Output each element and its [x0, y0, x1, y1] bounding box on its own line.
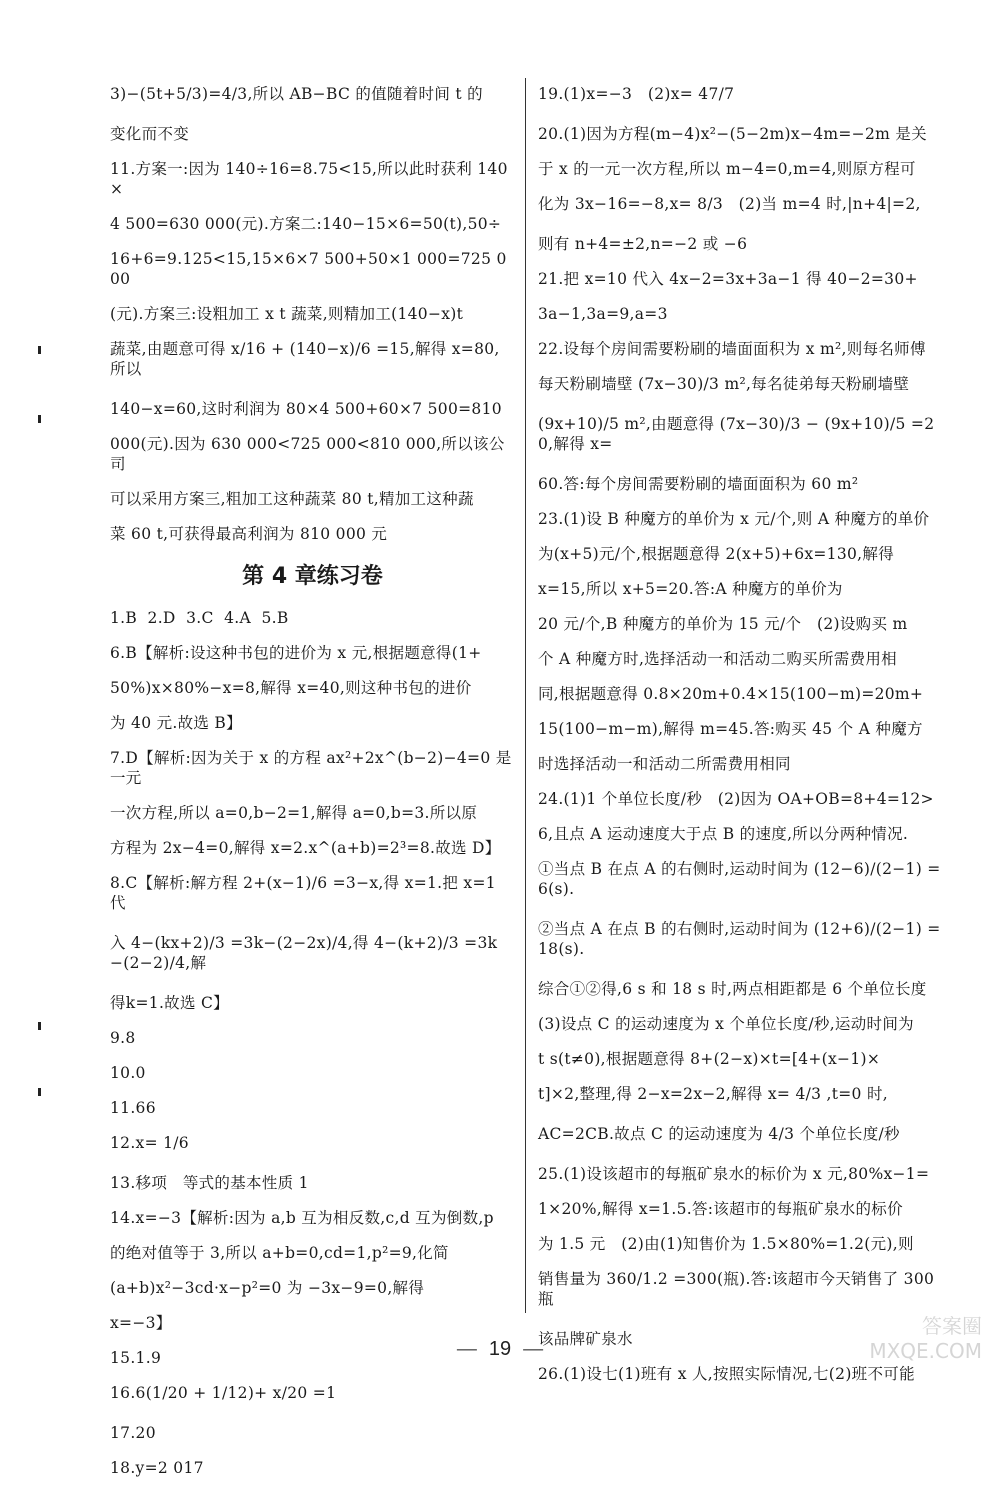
answer-line: 140−x=60,这时利润为 80×4 500+60×7 500=810 [110, 400, 502, 418]
answer-line: 6,且点 A 运动速度大于点 B 的速度,所以分两种情况. [538, 825, 909, 843]
margin-mark [38, 415, 41, 423]
answer-line: 得k=1.故选 C】 [110, 994, 229, 1012]
answer-line: 可以采用方案三,粗加工这种蔬菜 80 t,精加工这种蔬 [110, 490, 474, 508]
left-column [110, 78, 515, 1493]
answer-line: 16.6(1/20 + 1/12)+ x/20 =1 [110, 1384, 337, 1402]
answer-line: 每天粉刷墙壁 (7x−30)/3 m²,每名徒弟每天粉刷墙壁 [538, 375, 910, 393]
answer-line: x=15,所以 x+5=20.答:A 种魔方的单价为 [538, 580, 843, 598]
page-number: — 19 — [0, 1338, 1000, 1361]
answer-line: (元).方案三:设粗加工 x t 蔬菜,则精加工(140−x)t [110, 305, 464, 323]
answer-line: 蔬菜,由题意可得 x/16 + (140−x)/6 =15,解得 x=80,所以 [110, 340, 500, 378]
answer-line: 11.66 [110, 1099, 156, 1117]
answer-line: 方程为 2x−4=0,解得 x=2.x^(a+b)=2³=8.故选 D】 [110, 839, 501, 857]
answer-line: 9.8 [110, 1029, 136, 1047]
answer-line: 该品牌矿泉水 [538, 1330, 633, 1348]
answer-line: 13.移项 等式的基本性质 1 [110, 1174, 309, 1192]
answer-line: 为 1.5 元 (2)由(1)知售价为 1.5×80%=1.2(元),则 [538, 1235, 914, 1253]
answer-line: t s(t≠0),根据题意得 8+(2−x)×t=[4+(x−1)× [538, 1050, 881, 1068]
answer-line: 21.把 x=10 代入 4x−2=3x+3a−1 得 40−2=30+ [538, 270, 918, 288]
watermark-logo: 答案圈 MXQE.COM [869, 1314, 982, 1363]
left-answers-top [110, 84, 515, 544]
column-divider [525, 78, 526, 1313]
answer-line: 25.(1)设该超市的每瓶矿泉水的标价为 x 元,80%x−1= [538, 1165, 930, 1183]
answer-line: 7.D【解析:因为关于 x 的方程 ax²+2x^(b−2)−4=0 是一元 [110, 749, 512, 787]
answer-line: 个 A 种魔方时,选择活动一和活动二购买所需费用相 [538, 650, 897, 668]
answer-line: 菜 60 t,可获得最高利润为 810 000 元 [110, 525, 388, 543]
answer-line: ②当点 A 在点 B 的右侧时,运动时间为 (12+6)/(2−1) =18(s). [538, 920, 941, 958]
answer-line: ①当点 B 在点 A 的右侧时,运动时间为 (12−6)/(2−1) =6(s). [538, 860, 941, 898]
answer-line: 的绝对值等于 3,所以 a+b=0,cd=1,p²=9,化简 [110, 1244, 449, 1262]
answer-line: 4 500=630 000(元).方案二:140−15×6=50(t),50÷ [110, 215, 502, 233]
answer-line: 3a−1,3a=9,a=3 [538, 305, 668, 323]
answer-line: 1×20%,解得 x=1.5.答:该超市的每瓶矿泉水的标价 [538, 1200, 903, 1218]
answer-line: 1.B 2.D 3.C 4.A 5.B [110, 609, 289, 627]
answer-line: 3)−(5t+5/3)=4/3,所以 AB−BC 的值随着时间 t 的 [110, 85, 483, 103]
answer-line: 15(100−m−m),解得 m=45.答:购买 45 个 A 种魔方 [538, 720, 923, 738]
answer-line: 20.(1)因为方程(m−4)x²−(5−2m)x−4m=−2m 是关 [538, 125, 927, 143]
answer-line: 11.方案一:因为 140÷16=8.75<15,所以此时获利 140× [110, 160, 508, 198]
answer-line: 为(x+5)元/个,根据题意得 2(x+5)+6x=130,解得 [538, 545, 894, 563]
margin-mark [38, 1022, 41, 1030]
answer-line: 销售量为 360/1.2 =300(瓶).答:该超市今天销售了 300 瓶 [538, 1270, 940, 1308]
answer-line: (a+b)x²−3cd·x−p²=0 为 −3x−9=0,解得 [110, 1279, 425, 1297]
answer-line: 17.20 [110, 1424, 156, 1442]
answer-line: 14.x=−3【解析:因为 a,b 互为相反数,c,d 互为倒数,p [110, 1209, 494, 1227]
answer-line: 入 4−(kx+2)/3 =3k−(2−2x)/4,得 4−(k+2)/3 =3k−(2−2)/4,解 [110, 934, 498, 972]
answer-line: 16+6=9.125<15,15×6×7 500+50×1 000=725 000 [110, 250, 507, 288]
answer-line: 20 元/个,B 种魔方的单价为 15 元/个 (2)设购买 m [538, 615, 908, 633]
answer-line: 时选择活动一和活动二所需费用相同 [538, 755, 791, 773]
answer-line: 8.C【解析:解方程 2+(x−1)/6 =3−x,得 x=1.把 x=1 代 [110, 874, 502, 912]
answer-line: 23.(1)设 B 种魔方的单价为 x 元/个,则 A 种魔方的单价 [538, 510, 930, 528]
answer-line: 22.设每个房间需要粉刷的墙面面积为 x m²,则每名师傅 [538, 340, 926, 358]
answer-line: 50%)x×80%−x=8,解得 x=40,则这种书包的进价 [110, 679, 472, 697]
answer-line: 26.(1)设七(1)班有 x 人,按照实际情况,七(2)班不可能 [538, 1365, 915, 1383]
answer-line: 24.(1)1 个单位长度/秒 (2)因为 OA+OB=8+4=12> [538, 790, 934, 808]
answer-line: (9x+10)/5 m²,由题意得 (7x−30)/3 − (9x+10)/5 =20,解得 x= [538, 415, 935, 453]
right-column [538, 78, 948, 1399]
answer-line: AC=2CB.故点 C 的运动速度为 4/3 个单位长度/秒 [538, 1125, 900, 1143]
answer-line: 18.y=2 017 [110, 1459, 204, 1477]
answer-line: 6.B【解析:设这种书包的进价为 x 元,根据题意得(1+ [110, 644, 482, 662]
answer-line: 综合①②得,6 s 和 18 s 时,两点相距都是 6 个单位长度 [538, 980, 927, 998]
answer-line: 化为 3x−16=−8,x= 8/3 (2)当 m=4 时,|n+4|=2, [538, 195, 921, 213]
answer-line: 于 x 的一元一次方程,所以 m−4=0,m=4,则原方程可 [538, 160, 916, 178]
answer-line: 15.1.9 [110, 1349, 162, 1367]
answer-line: 为 40 元.故选 B】 [110, 714, 242, 732]
answer-line: 12.x= 1/6 [110, 1134, 189, 1152]
answer-line: x=−3】 [110, 1314, 172, 1332]
answer-line: 60.答:每个房间需要粉刷的墙面面积为 60 m² [538, 475, 859, 493]
answer-line: 一次方程,所以 a=0,b−2=1,解得 a=0,b=3.所以原 [110, 804, 478, 822]
answer-line: 10.0 [110, 1064, 146, 1082]
answer-line: 变化而不变 [110, 125, 190, 143]
margin-mark [38, 1088, 41, 1096]
answer-line: 同,根据题意得 0.8×20m+0.4×15(100−m)=20m+ [538, 685, 924, 703]
answer-line: 000(元).因为 630 000<725 000<810 000,所以该公司 [110, 435, 505, 473]
answer-line: 则有 n+4=±2,n=−2 或 −6 [538, 235, 748, 253]
answer-line: t]×2,整理,得 2−x=2x−2,解得 x= 4/3 ,t=0 时, [538, 1085, 888, 1103]
margin-mark [38, 346, 41, 354]
section-title: 第 4 章练习卷 [242, 564, 383, 589]
answer-line: 19.(1)x=−3 (2)x= 47/7 [538, 85, 735, 103]
answer-line: (3)设点 C 的运动速度为 x 个单位长度/秒,运动时间为 [538, 1015, 914, 1033]
